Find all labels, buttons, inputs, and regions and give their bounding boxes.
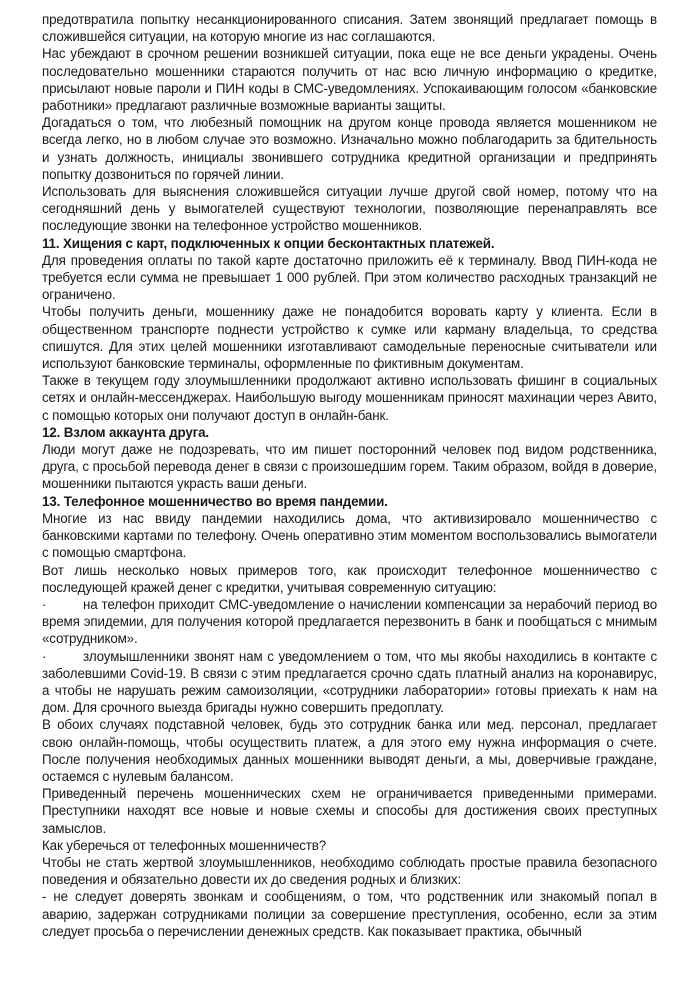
paragraph-use-other-number: Использовать для выяснения сложившейся ситуации лучше другой свой номер, потому что на сегодняшний день у вымогателей существуют технологии, позволяющие перенаправлять все последующие звонки на телефонное устройство мошенников.: [42, 184, 657, 234]
paragraph-contactless-payment: Для проведения оплаты по такой карте достаточно приложить её к терминалу. Ввод ПИН-кода не требуется если сумма не превышает 1 000 рублей. При этом количество расходных транзакций не ограничено.: [42, 252, 657, 303]
bullet-item-compensation-sms: [42, 596, 657, 648]
paragraph-card-reader-theft: Чтобы получить деньги, мошеннику даже не понадобится воровать карту у клиента. Если в общественном транспорте поднести устройство к сумке или карману владельца, то средства спишутся. Для этих целей мошенники изготавливают самодельные переносные считыватели или используют банковские терминалы, оформленные по фиктивным документам.: [42, 304, 657, 372]
section-heading-12: 12. Взлом аккаунта друга.: [42, 424, 209, 440]
paragraph-how-to-protect: Как уберечься от телефонных мошенничеств?: [42, 837, 327, 853]
paragraph-examples-intro: Вот лишь несколько новых примеров того, как происходит телефонное мошенничество с последующей кражей денег с кредитки, учитывая современную ситуацию:: [42, 562, 657, 595]
paragraph-urgent-solution: Нас убеждают в срочном решении возникшей ситуации, пока еще не все деньги украдены. Очень последовательно мошенники стараются получить от нас всю личную информацию о кредитке, присылают новые пароли и ПИН коды в СМС-уведомлениях. Успокаивающим голосом «банковские работники» предлагают различные возможные варианты защиты.: [42, 46, 657, 114]
paragraph-phishing: Также в текущем году злоумышленники продолжают активно использовать фишинг в социальных сетях и онлайн-мессенджерах. Наибольшую выгоду мошенникам приносят махинации через Авито, с помощью которых они получают доступ в онлайн-банк.: [42, 373, 657, 423]
bullet-text: на телефон приходит СМС-уведомление о начислении компенсации за нерабочий период во время эпидемии, для получения которой предлагается перезвонить в банк и пообщаться с мнимым «сотрудником».: [42, 596, 657, 647]
paragraph-friend-account-hack: Люди могут даже не подозревать, что им пишет посторонний человек под видом родственника, друга, с просьбой перевода денег в связи с произошедшим горем. Таким образом, войдя в доверие, мошенники пытаются украсть ваши деньги.: [42, 442, 657, 492]
bullet-dot-icon: ·: [42, 596, 47, 612]
paragraph-list-not-limited: Приведенный перечень мошеннических схем не ограничивается приведенными примерами. Преступники находят все новые и новые схемы и способы для достижения своих преступных замыслов.: [42, 786, 657, 836]
paragraph-safety-rules-intro: Чтобы не стать жертвой злоумышленников, необходимо соблюдать простые правила безопасного поведения и обязательно довести их до сведения родных и близких:: [42, 854, 657, 888]
paragraph-recognize-fraudster: Догадаться о том, что любезный помощник на другом конце провода является мошенником не всегда легко, но в любом случае это возможно. Изначально можно поблагодарить за бдительность и узнать должность, инициалы звонившего сотрудника кредитной организации и предпринять попытку дозвониться по горячей линии.: [42, 115, 657, 182]
paragraph-rule-dont-trust-calls: - не следует доверять звонкам и сообщениям, о том, что родственник или знакомый попал в аварию, задержан сотрудниками полиции за совершение преступления, особенно, если за этим следует просьба о перечислении денежных средств. Как показывает практика, обычный: [42, 889, 657, 939]
paragraph-both-cases: В обоих случаях подставной человек, будь это сотрудник банка или мед. персонал, предлагает свою онлайн-помощь, чтобы осуществить платеж, а для этого ему нужна информация о счете. После получения необходимых данных мошенники выводят деньги, а мы, доверчивые граждане, остаемся с нулевым балансом.: [42, 717, 657, 784]
bullet-item-covid-test: [42, 648, 657, 717]
document-page: [42, 11, 657, 940]
paragraph-cancelled-debit-help: предотвратила попытку несанкционированного списания. Затем звонящий предлагает помощь в сложившейся ситуации, на которую многие из нас соглашаются.: [42, 12, 657, 45]
section-heading-11: 11. Хищения с карт, подключенных к опции бесконтактных платежей.: [42, 235, 495, 251]
paragraph-pandemic-fraud: Многие из нас ввиду пандемии находились дома, что активизировало мошенничество с банковскими картами по телефону. Очень оперативно этим моментом воспользовались вымогатели с помощью смартфона.: [42, 510, 657, 561]
bullet-text: злоумышленники звонят нам с уведомлением о том, что мы якобы находились в контакте с заболевшими Covid-19. В связи с этим предлагается срочно сдать платный анализ на коронавирус, а чтобы не нарушать режим самоизоляции, «сотрудники лаборатории» готовы приехать к нам на дом. Для срочного выезда бригады нужно совершить предоплату.: [42, 648, 657, 716]
section-heading-13: 13. Телефонное мошенничество во время пандемии.: [42, 493, 388, 509]
bullet-dot-icon: ·: [42, 648, 47, 664]
